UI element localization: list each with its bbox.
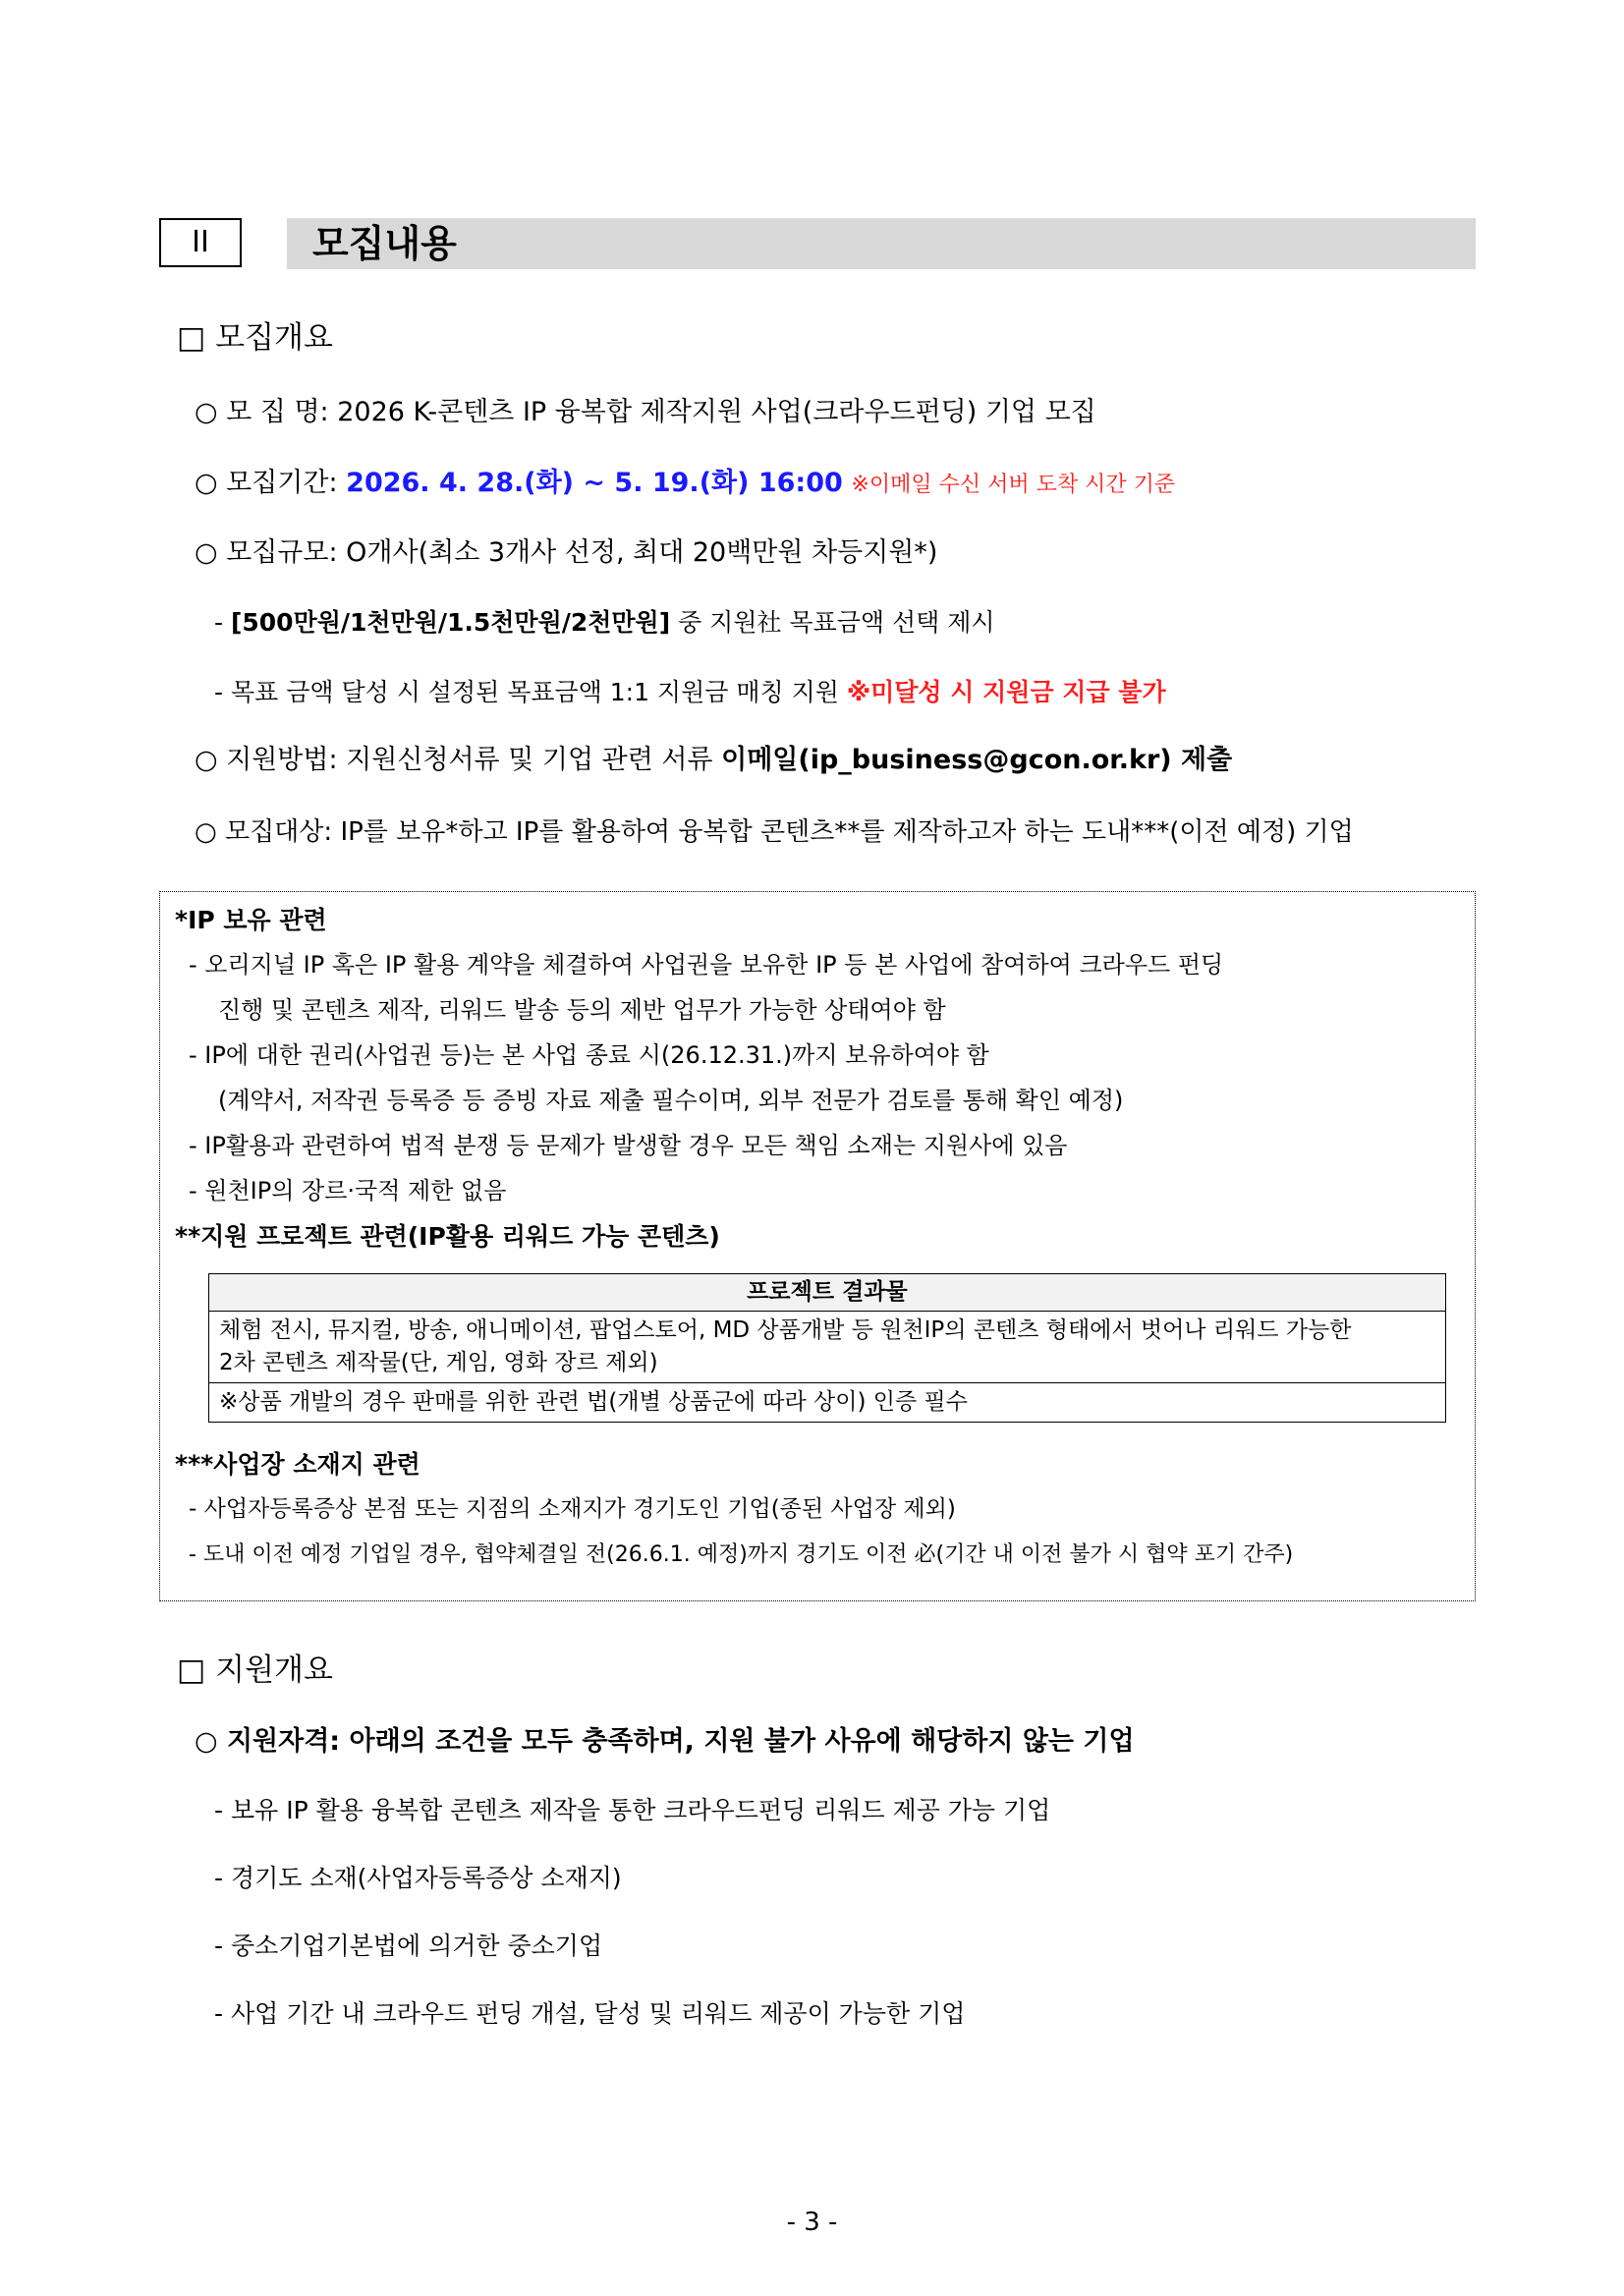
- section-number-box: II: [159, 218, 242, 267]
- project-results-table: [208, 1273, 1446, 1423]
- support-heading: □ 지원개요: [177, 1652, 333, 1688]
- recruit-scale-value: O개사(최소 3개사 선정, 최대 20백만원 차등지원*): [346, 537, 938, 568]
- recruit-name-value: 2026 K-콘텐츠 IP 융복합 제작지원 사업(크라우드펀딩) 기업 모집: [337, 397, 1096, 427]
- recruit-period-label: ○ 모집기간:: [195, 468, 347, 498]
- recruit-scale-sub1: [214, 606, 995, 640]
- recruit-scale-sub1-prefix: -: [214, 608, 231, 637]
- recruit-heading: □ 모집개요: [177, 320, 333, 356]
- project-note-title: **지원 프로젝트 관련(IP활용 리워드 가능 콘텐츠): [175, 1222, 720, 1251]
- ip-note-title: *IP 보유 관련: [175, 906, 327, 934]
- table-row1-line2: 2차 콘텐츠 제작물(단, 게임, 영화 장르 제외): [219, 1350, 658, 1375]
- recruit-target: ○ 모집대상: IP를 보유*하고 IP를 활용하여 융복합 콘텐츠**를 제작하고자 하는 도내***(이전 예정) 기업: [195, 817, 1354, 847]
- recruit-scale-sub2: [214, 676, 1166, 709]
- ip-note-line5: - IP활용과 관련하여 법적 분쟁 등 문제가 발생할 경우 모든 책임 소재는 지원사에 있음: [189, 1132, 1068, 1159]
- recruit-scale-label: ○ 모집규모:: [195, 537, 347, 568]
- table-row: [209, 1383, 1446, 1423]
- support-item4: - 사업 기간 내 크라우드 펀딩 개설, 달성 및 리워드 제공이 가능한 기업: [214, 1999, 966, 2028]
- recruit-method: [195, 743, 1232, 778]
- recruit-scale: [195, 535, 937, 571]
- table-row1-line1: 체험 전시, 뮤지컬, 방송, 애니메이션, 팝업스토어, MD 상품개발 등 원천IP의 콘텐츠 형태에서 벗어나 리워드 가능한: [219, 1317, 1352, 1343]
- recruit-scale-sub1-rest: 중 지원社 목표금액 선택 제시: [670, 608, 995, 637]
- recruit-name-label: ○ 모 집 명:: [195, 397, 338, 427]
- recruit-method-email: 이메일(ip_business@gcon.or.kr) 제출: [721, 745, 1233, 775]
- table-row: [209, 1312, 1446, 1383]
- table-row: [209, 1274, 1446, 1312]
- location-note-line2: - 도내 이전 예정 기업일 경우, 협약체결일 전(26.6.1. 예정)까지 경기도 이전 必(기간 내 이전 불가 시 협약 포기 간주): [189, 1542, 1294, 1567]
- ip-note-line2: 진행 및 콘텐츠 제작, 리워드 발송 등의 제반 업무가 가능한 상태여야 함: [218, 996, 946, 1024]
- recruit-period-note: ※이메일 수신 서버 도착 시간 기준: [851, 473, 1176, 497]
- table-row2: ※상품 개발의 경우 판매를 위한 관련 법(개별 상품군에 따라 상이) 인증 필수: [209, 1383, 1446, 1423]
- recruit-period: [195, 466, 1175, 503]
- table-header: 프로젝트 결과물: [209, 1274, 1446, 1312]
- recruit-scale-sub2-note: ※미달성 시 지원금 지급 불가: [846, 678, 1166, 706]
- section-title: 모집내용: [312, 222, 457, 265]
- support-item2: - 경기도 소재(사업자등록증상 소재지): [214, 1864, 622, 1892]
- recruit-scale-sub2-text: - 목표 금액 달성 시 설정된 목표금액 1:1 지원금 매칭 지원: [214, 678, 847, 706]
- section-title-bar: [287, 218, 1476, 269]
- table-cell: [209, 1312, 1446, 1383]
- location-note-title: ***사업장 소재지 관련: [175, 1450, 420, 1479]
- recruit-period-value: 2026. 4. 28.(화) ~ 5. 19.(화) 16:00: [346, 468, 843, 498]
- ip-note-line6: - 원천IP의 장르·국적 제한 없음: [189, 1177, 507, 1204]
- location-note-line1: - 사업자등록증상 본점 또는 지점의 소재지가 경기도인 기업(종된 사업장 제외): [189, 1496, 956, 1522]
- support-item1: - 보유 IP 활용 융복합 콘텐츠 제작을 통한 크라우드펀딩 리워드 제공 가능 기업: [214, 1796, 1051, 1824]
- support-item3: - 중소기업기본법에 의거한 중소기업: [214, 1932, 603, 1960]
- recruit-scale-sub1-bold: [500만원/1천만원/1.5천만원/2천만원]: [230, 608, 671, 637]
- ip-note-line3: - IP에 대한 권리(사업권 등)는 본 사업 종료 시(26.12.31.)까지 보유하여야 함: [189, 1041, 989, 1069]
- recruit-name: [195, 395, 1096, 430]
- page-number: - 3 -: [786, 2208, 838, 2237]
- ip-note-line1: - 오리지널 IP 혹은 IP 활용 계약을 체결하여 사업권을 보유한 IP 등 본 사업에 참여하여 크라우드 펀딩: [189, 951, 1224, 979]
- support-eligibility: ○ 지원자격: 아래의 조건을 모두 충족하며, 지원 불가 사유에 해당하지 않는 기업: [195, 1726, 1135, 1757]
- ip-note-line4: (계약서, 저작권 등록증 등 증빙 자료 제출 필수이며, 외부 전문가 검토를 통해 확인 예정): [218, 1087, 1124, 1114]
- recruit-method-label: ○ 지원방법: 지원신청서류 및 기업 관련 서류: [195, 745, 722, 775]
